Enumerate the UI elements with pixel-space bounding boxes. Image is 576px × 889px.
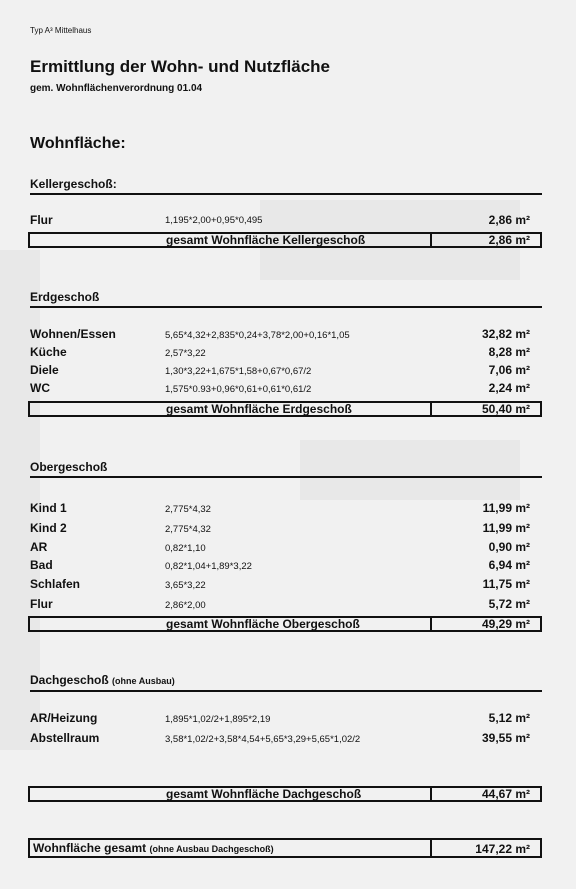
dach-rule <box>30 690 542 692</box>
room-value: 39,55 m² <box>481 731 530 745</box>
erd-sum-box <box>28 401 542 417</box>
keller-sum-box <box>28 232 542 248</box>
room-value: 6,94 m² <box>488 558 530 572</box>
room-value: 7,06 m² <box>488 363 530 377</box>
dach-sum-box <box>28 786 542 802</box>
sum-divider <box>430 788 432 800</box>
room-name: Kind 1 <box>30 501 67 515</box>
sum-divider <box>430 618 432 630</box>
room-name: Küche <box>30 345 67 359</box>
room-calc: 1,895*1,02/2+1,895*2,19 <box>165 714 271 725</box>
sum-divider <box>430 234 432 246</box>
room-calc: 1,575*0.93+0,96*0,61+0,61*0,61/2 <box>165 384 312 395</box>
keller-rule <box>30 193 542 195</box>
erd-title: Erdgeschoß <box>30 290 100 304</box>
sum-divider <box>430 403 432 415</box>
section-heading: Wohnfläche: <box>30 135 126 152</box>
ober-rule <box>30 476 542 478</box>
room-calc: 5,65*4,32+2,835*0,24+3,78*2,00+0,16*1,05 <box>165 330 350 341</box>
document-subtitle: gem. Wohnflächenverordnung 01.04 <box>30 83 203 94</box>
room-name: AR/Heizung <box>30 711 98 725</box>
room-calc: 2,57*3,22 <box>165 348 206 359</box>
room-calc: 0,82*1,10 <box>165 543 206 554</box>
keller-sum-value: 2,86 m² <box>488 233 530 247</box>
dach-title-text: Dachgeschoß <box>30 673 109 687</box>
erd-rule <box>30 306 542 308</box>
room-name: Bad <box>30 558 53 572</box>
room-calc: 3,65*3,22 <box>165 580 206 591</box>
room-name: AR <box>30 540 48 554</box>
room-name: Diele <box>30 363 59 377</box>
room-value: 11,99 m² <box>482 521 530 535</box>
room-name: Flur <box>30 597 53 611</box>
erd-sum-value: 50,40 m² <box>481 402 530 416</box>
room-value: 0,90 m² <box>488 540 530 554</box>
room-name: WC <box>30 381 50 395</box>
room-calc: 1,195*2,00+0,95*0,495 <box>165 215 263 226</box>
total-label-note: (ohne Ausbau Dachgeschoß) <box>149 844 274 854</box>
dach-sum-label: gesamt Wohnfläche Dachgeschoß <box>166 787 362 801</box>
room-value: 2,24 m² <box>488 381 530 395</box>
room-name: Abstellraum <box>30 731 100 745</box>
total-label <box>33 841 274 856</box>
dach-title <box>30 673 175 687</box>
room-name: Schlafen <box>30 577 81 591</box>
keller-title: Kellergeschoß: <box>30 177 117 191</box>
dach-title-note: (ohne Ausbau) <box>112 676 175 686</box>
room-value: 5,12 m² <box>488 711 530 725</box>
room-value: 32,82 m² <box>481 327 530 341</box>
ober-sum-box <box>28 616 542 632</box>
room-calc: 2,86*2,00 <box>165 600 206 611</box>
ober-sum-value: 49,29 m² <box>481 617 530 631</box>
room-name: Wohnen/Essen <box>30 327 116 341</box>
total-label-text: Wohnfläche gesamt <box>33 841 147 855</box>
ober-title: Obergeschoß <box>30 460 108 474</box>
room-calc: 0,82*1,04+1,89*3,22 <box>165 561 252 572</box>
ober-sum-label: gesamt Wohnfläche Obergeschoß <box>166 617 360 631</box>
type-label: Typ A³ Mittelhaus <box>30 26 92 35</box>
total-box <box>28 838 542 858</box>
room-name: Flur <box>30 213 53 227</box>
total-value: 147,22 m² <box>475 842 530 856</box>
keller-sum-label: gesamt Wohnfläche Kellergeschoß <box>166 233 366 247</box>
room-value: 2,86 m² <box>488 213 530 227</box>
room-calc: 1,30*3,22+1,675*1,58+0,67*0,67/2 <box>165 366 312 377</box>
document-title: Ermittlung der Wohn- und Nutzfläche <box>30 57 330 76</box>
erd-sum-label: gesamt Wohnfläche Erdgeschoß <box>166 402 352 416</box>
room-name: Kind 2 <box>30 521 67 535</box>
room-value: 8,28 m² <box>488 345 530 359</box>
total-divider <box>430 840 432 856</box>
room-calc: 2,775*4,32 <box>165 524 211 535</box>
room-value: 5,72 m² <box>488 597 530 611</box>
dach-sum-value: 44,67 m² <box>481 787 530 801</box>
room-value: 11,75 m² <box>482 577 530 591</box>
room-calc: 3,58*1,02/2+3,58*4,54+5,65*3,29+5,65*1,02/2 <box>165 734 361 745</box>
room-value: 11,99 m² <box>482 501 530 515</box>
room-calc: 2,775*4,32 <box>165 504 211 515</box>
